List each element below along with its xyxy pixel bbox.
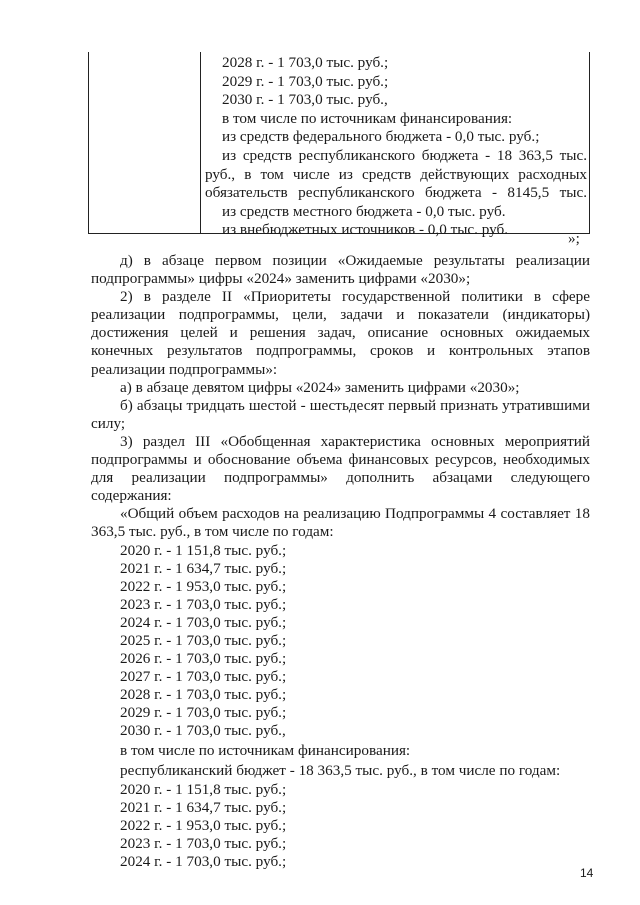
text-line: 2) в разделе II «Приоритеты государственной политики в сфере — [120, 288, 590, 306]
year-amount-line: 2024 г. - 1 703,0 тыс. руб.; — [120, 853, 287, 871]
republican-budget-by-year-list — [91, 781, 590, 871]
table-line: 2028 г. - 1 703,0 тыс. руб.; — [222, 54, 389, 71]
expenditure-by-year-list — [91, 542, 590, 741]
text-line: реализации подпрограммы»: — [91, 360, 278, 378]
text-line: подпрограммы и обоснование объема финансовых ресурсов, необходимых — [91, 451, 590, 469]
republican-budget-line: республиканский бюджет - 18 363,5 тыс. руб., в том числе по годам: — [120, 761, 561, 779]
table-line: руб., в том числе из средств действующих расходных — [205, 165, 587, 183]
financing-sources-heading: в том числе по источникам финансирования: — [120, 741, 411, 759]
text-line: подпрограммы» цифры «2024» заменить цифрами «2030»; — [91, 270, 471, 288]
year-amount-line: 2021 г. - 1 634,7 тыс. руб.; — [120, 559, 287, 577]
table-line: обязательств республиканского бюджета - 8145,5 тыс. — [205, 184, 587, 202]
year-amount-line: 2030 г. - 1 703,0 тыс. руб., — [120, 722, 286, 740]
year-amount-line: 2028 г. - 1 703,0 тыс. руб.; — [120, 686, 287, 704]
text-line: а) в абзаце девятом цифры «2024» заменить цифрами «2030»; — [120, 378, 520, 396]
text-line: содержания: — [91, 487, 172, 505]
year-amount-line: 2022 г. - 1 953,0 тыс. руб.; — [120, 577, 287, 595]
table-line: из средств федерального бюджета - 0,0 тыс. руб.; — [222, 128, 540, 146]
year-amount-line: 2022 г. - 1 953,0 тыс. руб.; — [120, 817, 287, 835]
year-amount-line: 2029 г. - 1 703,0 тыс. руб.; — [120, 704, 287, 722]
amendment-text — [91, 252, 590, 871]
text-line: 363,5 тыс. руб., в том числе по годам: — [91, 523, 334, 541]
year-amount-line: 2027 г. - 1 703,0 тыс. руб.; — [120, 668, 287, 686]
year-amount-line: 2020 г. - 1 151,8 тыс. руб.; — [120, 780, 287, 798]
year-amount-line: 2020 г. - 1 151,8 тыс. руб.; — [120, 541, 287, 559]
table-value-cell — [205, 54, 587, 240]
year-amount-line: 2025 г. - 1 703,0 тыс. руб.; — [120, 631, 287, 649]
text-line: д) в абзаце первом позиции «Ожидаемые результаты реализации — [120, 252, 590, 269]
year-amount-line: 2023 г. - 1 703,0 тыс. руб.; — [120, 835, 287, 853]
text-line: для реализации подпрограммы» дополнить абзацами следующего — [91, 469, 590, 487]
text-line: достижения целей и решения задач, описание основных ожидаемых — [91, 324, 590, 342]
text-line: силу; — [91, 414, 126, 432]
closing-quote: »; — [568, 230, 580, 247]
page-number: 14 — [580, 866, 594, 880]
year-amount-line: 2021 г. - 1 634,7 тыс. руб.; — [120, 799, 287, 816]
year-amount-line: 2024 г. - 1 703,0 тыс. руб.; — [120, 613, 287, 631]
table-column-divider — [200, 52, 201, 233]
table-line: в том числе по источникам финансирования: — [222, 109, 513, 127]
text-line: 3) раздел III «Обобщенная характеристика основных мероприятий — [120, 432, 590, 450]
table-line: 2030 г. - 1 703,0 тыс. руб., — [222, 91, 388, 109]
text-line: «Общий объем расходов на реализацию Подпрограммы 4 составляет 18 — [120, 505, 590, 523]
year-amount-line: 2023 г. - 1 703,0 тыс. руб.; — [120, 595, 287, 613]
table-line: из средств местного бюджета - 0,0 тыс. руб. — [222, 202, 506, 220]
table-line: 2029 г. - 1 703,0 тыс. руб.; — [222, 72, 389, 90]
passport-table-fragment — [88, 52, 590, 239]
year-amount-line: 2026 г. - 1 703,0 тыс. руб.; — [120, 650, 287, 668]
table-line: из средств республиканского бюджета - 18 363,5 тыс. — [222, 146, 587, 164]
amendment-paragraphs — [91, 252, 590, 542]
table-line: из внебюджетных источников - 0,0 тыс. руб. — [222, 221, 509, 239]
text-line: б) абзацы тридцать шестой - шестьдесят первый признать утратившими — [120, 396, 590, 414]
text-line: конечных результатов подпрограммы, сроков и контрольных этапов — [91, 342, 590, 360]
text-line: реализации подпрограммы, цели, задачи и показатели (индикаторы) — [91, 306, 590, 324]
